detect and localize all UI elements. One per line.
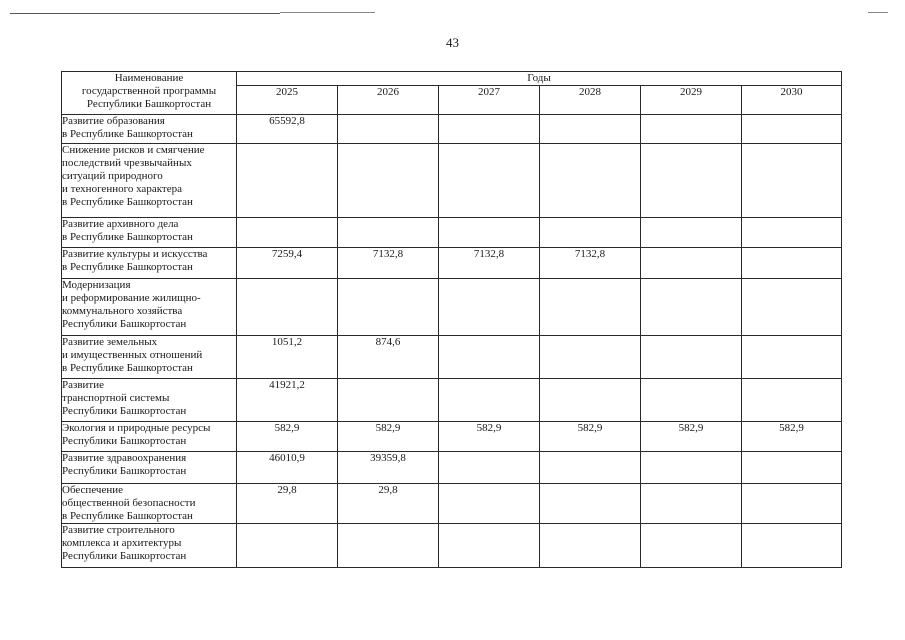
value-text: 41921,2 bbox=[269, 379, 305, 391]
table-row bbox=[62, 248, 842, 279]
program-name-cell: Экология и природные ресурсы Республики Башкортостан bbox=[62, 422, 237, 452]
program-name-cell: Развитие здравоохранения Республики Башкортостан bbox=[62, 452, 237, 484]
value-cell-2030 bbox=[742, 336, 842, 379]
table-row bbox=[62, 484, 842, 524]
program-name-header bbox=[62, 72, 237, 115]
value-text: 1051,2 bbox=[271, 336, 303, 348]
table-row bbox=[62, 144, 842, 218]
year-header-2030: 2030 bbox=[742, 86, 842, 115]
value-text: 7132,8 bbox=[574, 248, 606, 260]
table-body bbox=[62, 115, 842, 568]
value-cell-2027 bbox=[439, 422, 540, 452]
table-row bbox=[62, 524, 842, 568]
value-cell-2028 bbox=[540, 484, 641, 524]
value-text: 582,9 bbox=[779, 422, 804, 434]
value-cell-2027 bbox=[439, 484, 540, 524]
table-row bbox=[62, 422, 842, 452]
value-cell-2029 bbox=[641, 248, 742, 279]
value-text: 582,9 bbox=[577, 422, 603, 434]
budget-table bbox=[61, 71, 842, 568]
value-cell-2026 bbox=[338, 115, 439, 144]
value-cell-2030 bbox=[742, 218, 842, 248]
value-text: 46010,9 bbox=[269, 452, 305, 464]
scan-edge-line bbox=[280, 12, 375, 13]
value-cell-2029 bbox=[641, 422, 742, 452]
value-cell-2028 bbox=[540, 279, 641, 336]
value-cell-2026 bbox=[338, 452, 439, 484]
program-name-cell: Развитие культуры и искусства в Республике Башкортостан bbox=[62, 248, 237, 279]
value-text: 39359,8 bbox=[370, 452, 406, 464]
value-cell-2026 bbox=[338, 336, 439, 379]
value-cell-2029 bbox=[641, 379, 742, 422]
value-cell-2025 bbox=[237, 336, 338, 379]
value-cell-2028 bbox=[540, 379, 641, 422]
program-name-cell: Развитие образования в Республике Башкортостан bbox=[62, 115, 237, 144]
scan-edge-line bbox=[10, 13, 280, 14]
value-cell-2027 bbox=[439, 452, 540, 484]
value-text: 65592,8 bbox=[269, 115, 305, 127]
value-cell-2030 bbox=[742, 422, 842, 452]
value-cell-2026 bbox=[338, 248, 439, 279]
value-cell-2025 bbox=[237, 279, 338, 336]
value-cell-2027 bbox=[439, 336, 540, 379]
value-cell-2029 bbox=[641, 115, 742, 144]
value-cell-2027 bbox=[439, 115, 540, 144]
value-cell-2029 bbox=[641, 484, 742, 524]
program-name-cell: Развитие земельных и имущественных отношений в Республике Башкортостан bbox=[62, 336, 237, 379]
page-number: 43 bbox=[446, 35, 459, 50]
value-cell-2030 bbox=[742, 524, 842, 568]
value-cell-2029 bbox=[641, 279, 742, 336]
program-name-header-text: Наименование государственной программы Республики Башкортостан bbox=[81, 72, 217, 110]
value-cell-2030 bbox=[742, 144, 842, 218]
scan-edge-line bbox=[868, 12, 888, 13]
value-cell-2026 bbox=[338, 218, 439, 248]
program-name-cell: Развитие архивного дела в Республике Башкортостан bbox=[62, 218, 237, 248]
value-text: 7259,4 bbox=[271, 248, 303, 260]
value-cell-2026 bbox=[338, 524, 439, 568]
value-cell-2029 bbox=[641, 452, 742, 484]
year-header-2028: 2028 bbox=[540, 86, 641, 115]
value-text: 582,9 bbox=[476, 422, 502, 434]
value-cell-2030 bbox=[742, 248, 842, 279]
value-cell-2030 bbox=[742, 484, 842, 524]
value-cell-2025 bbox=[237, 115, 338, 144]
value-cell-2028 bbox=[540, 524, 641, 568]
value-cell-2028 bbox=[540, 218, 641, 248]
year-header-2027: 2027 bbox=[439, 86, 540, 115]
value-cell-2025 bbox=[237, 524, 338, 568]
value-cell-2027 bbox=[439, 144, 540, 218]
value-cell-2026 bbox=[338, 144, 439, 218]
value-cell-2025 bbox=[237, 452, 338, 484]
program-name-cell: Модернизация и реформирование жилищно- коммунального хозяйства Республики Башкортостан bbox=[62, 279, 237, 336]
value-text: 29,8 bbox=[277, 484, 297, 496]
value-cell-2030 bbox=[742, 115, 842, 144]
value-cell-2027 bbox=[439, 524, 540, 568]
table-row bbox=[62, 115, 842, 144]
table-row bbox=[62, 279, 842, 336]
year-header-2029: 2029 bbox=[641, 86, 742, 115]
value-cell-2026 bbox=[338, 379, 439, 422]
value-cell-2028 bbox=[540, 452, 641, 484]
year-header-2026: 2026 bbox=[338, 86, 439, 115]
value-text: 29,8 bbox=[378, 484, 398, 496]
value-cell-2030 bbox=[742, 279, 842, 336]
value-cell-2028 bbox=[540, 336, 641, 379]
table-row bbox=[62, 452, 842, 484]
value-cell-2025 bbox=[237, 248, 338, 279]
value-cell-2028 bbox=[540, 115, 641, 144]
program-name-cell: Развитие транспортной системы Республики Башкортостан bbox=[62, 379, 237, 422]
value-cell-2025 bbox=[237, 422, 338, 452]
value-text: 582,9 bbox=[274, 422, 300, 434]
value-text: 582,9 bbox=[678, 422, 704, 434]
value-cell-2028 bbox=[540, 248, 641, 279]
table-row bbox=[62, 218, 842, 248]
value-cell-2028 bbox=[540, 144, 641, 218]
value-cell-2025 bbox=[237, 144, 338, 218]
value-cell-2025 bbox=[237, 379, 338, 422]
value-cell-2029 bbox=[641, 218, 742, 248]
program-name-cell: Снижение рисков и смягчение последствий чрезвычайных ситуаций природного и техногенного характера в Республике Башкортостан bbox=[62, 144, 237, 218]
value-text: 7132,8 bbox=[372, 248, 404, 260]
value-cell-2027 bbox=[439, 218, 540, 248]
value-cell-2027 bbox=[439, 379, 540, 422]
table-row bbox=[62, 379, 842, 422]
value-cell-2030 bbox=[742, 452, 842, 484]
value-cell-2030 bbox=[742, 379, 842, 422]
value-cell-2026 bbox=[338, 279, 439, 336]
value-cell-2029 bbox=[641, 524, 742, 568]
value-cell-2028 bbox=[540, 422, 641, 452]
value-cell-2025 bbox=[237, 218, 338, 248]
program-name-cell: Развитие строительного комплекса и архитектуры Республики Башкортостан bbox=[62, 524, 237, 568]
value-cell-2027 bbox=[439, 279, 540, 336]
value-text: 582,9 bbox=[375, 422, 401, 434]
years-header: Годы bbox=[237, 72, 842, 86]
program-name-cell: Обеспечение общественной безопасности в Республике Башкортостан bbox=[62, 484, 237, 524]
value-text: 874,6 bbox=[375, 336, 401, 348]
table-row bbox=[62, 336, 842, 379]
year-header-2025: 2025 bbox=[237, 86, 338, 115]
value-cell-2026 bbox=[338, 484, 439, 524]
value-cell-2026 bbox=[338, 422, 439, 452]
value-cell-2029 bbox=[641, 336, 742, 379]
value-cell-2029 bbox=[641, 144, 742, 218]
value-cell-2025 bbox=[237, 484, 338, 524]
value-text: 7132,8 bbox=[473, 248, 505, 260]
value-cell-2027 bbox=[439, 248, 540, 279]
